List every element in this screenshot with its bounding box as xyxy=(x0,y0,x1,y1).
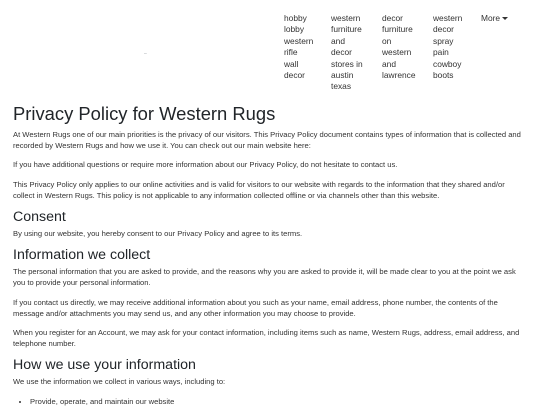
nav-link-text: rifle xyxy=(284,47,298,58)
more-label: More xyxy=(481,13,501,23)
nav-link-text: spray xyxy=(433,35,454,46)
information-collect-heading: Information we collect xyxy=(13,247,151,264)
nav-link-text: pain xyxy=(433,47,449,58)
nav-link-text: on xyxy=(382,35,392,46)
nav-link-text: furniture xyxy=(331,24,362,35)
top-navigation xyxy=(0,13,540,105)
use-information-heading: How we use your information xyxy=(13,357,196,374)
nav-link-text: decor xyxy=(331,47,352,58)
use-paragraph: We use the information we collect in various ways, including to: xyxy=(13,377,226,387)
list-item: • Provide, operate, and maintain our website xyxy=(30,396,528,407)
nav-link-text: stores in xyxy=(331,58,363,69)
more-dropdown-toggle[interactable] xyxy=(481,13,508,24)
scope-paragraph: This Privacy Policy only applies to our online activities and is valid for visitors to our website with regards to the information that they shared and/or collect in Western Rugs. This policy is not applicable to any information collected offline or via channels other than this website. xyxy=(13,179,505,200)
nav-link-text: western xyxy=(331,13,361,23)
nav-link-text: texas xyxy=(331,81,352,92)
intro-paragraph: At Western Rugs one of our main priorities is the privacy of our visitors. This Privacy Policy document contains types of information that is collected and recorded by Western Rugs and how we use it. You can check out our main website here: xyxy=(13,130,521,151)
nav-link-text: furniture xyxy=(382,24,413,35)
nav-link-text: austin xyxy=(331,70,354,81)
collect-paragraph-2: If you contact us directly, we may receive additional information about you such as your name, email address, phone number, the contents of the message and/or attachments you may send us, and any other information you may choose to provide. xyxy=(13,297,498,318)
nav-link-text: and xyxy=(331,35,345,46)
nav-link-western-decor-spray-pain[interactable] xyxy=(433,13,462,81)
nav-link-text: western xyxy=(433,13,463,23)
nav-link-text: decor xyxy=(382,13,403,23)
nav-link-text: and xyxy=(382,58,396,69)
nav-link-text: boots xyxy=(433,70,454,81)
consent-paragraph: By using our website, you hereby consent to our Privacy Policy and agree to its terms. xyxy=(13,229,303,239)
caret-down-icon xyxy=(502,17,508,20)
collect-paragraph-1: The personal information that you are asked to provide, and the reasons why you are asked to provide it, will be made clear to you at the point we ask you to provide your personal information. xyxy=(13,267,516,288)
nav-link-text: western xyxy=(284,35,314,46)
nav-link-text: decor xyxy=(433,24,454,35)
nav-link-text: lawrence xyxy=(382,70,416,81)
consent-heading: Consent xyxy=(13,209,66,226)
collect-paragraph-3: When you register for an Account, we may ask for your contact information, including items such as name, Western Rugs, address, email address, and telephone number. xyxy=(13,328,520,349)
nav-link-text: cowboy xyxy=(433,58,462,69)
main-content xyxy=(13,103,528,407)
site-logo[interactable]: – xyxy=(144,51,147,57)
page-title: Privacy Policy for Western Rugs xyxy=(13,103,276,124)
nav-link-text: western xyxy=(382,47,412,58)
nav-link-text: hobby xyxy=(284,13,307,23)
nav-link-western-furniture-austin[interactable] xyxy=(331,13,363,93)
nav-link-text: lobby xyxy=(284,24,305,35)
nav-link-decor-furniture-lawrence[interactable] xyxy=(382,13,416,81)
nav-link-text: decor xyxy=(284,70,305,81)
nav-link-hobby-lobby-western-rifle-wall-decor[interactable] xyxy=(284,13,313,81)
contact-paragraph: If you have additional questions or require more information about our Privacy Policy, do not hesitate to contact us. xyxy=(13,160,398,170)
nav-link-text: wall xyxy=(284,58,299,69)
